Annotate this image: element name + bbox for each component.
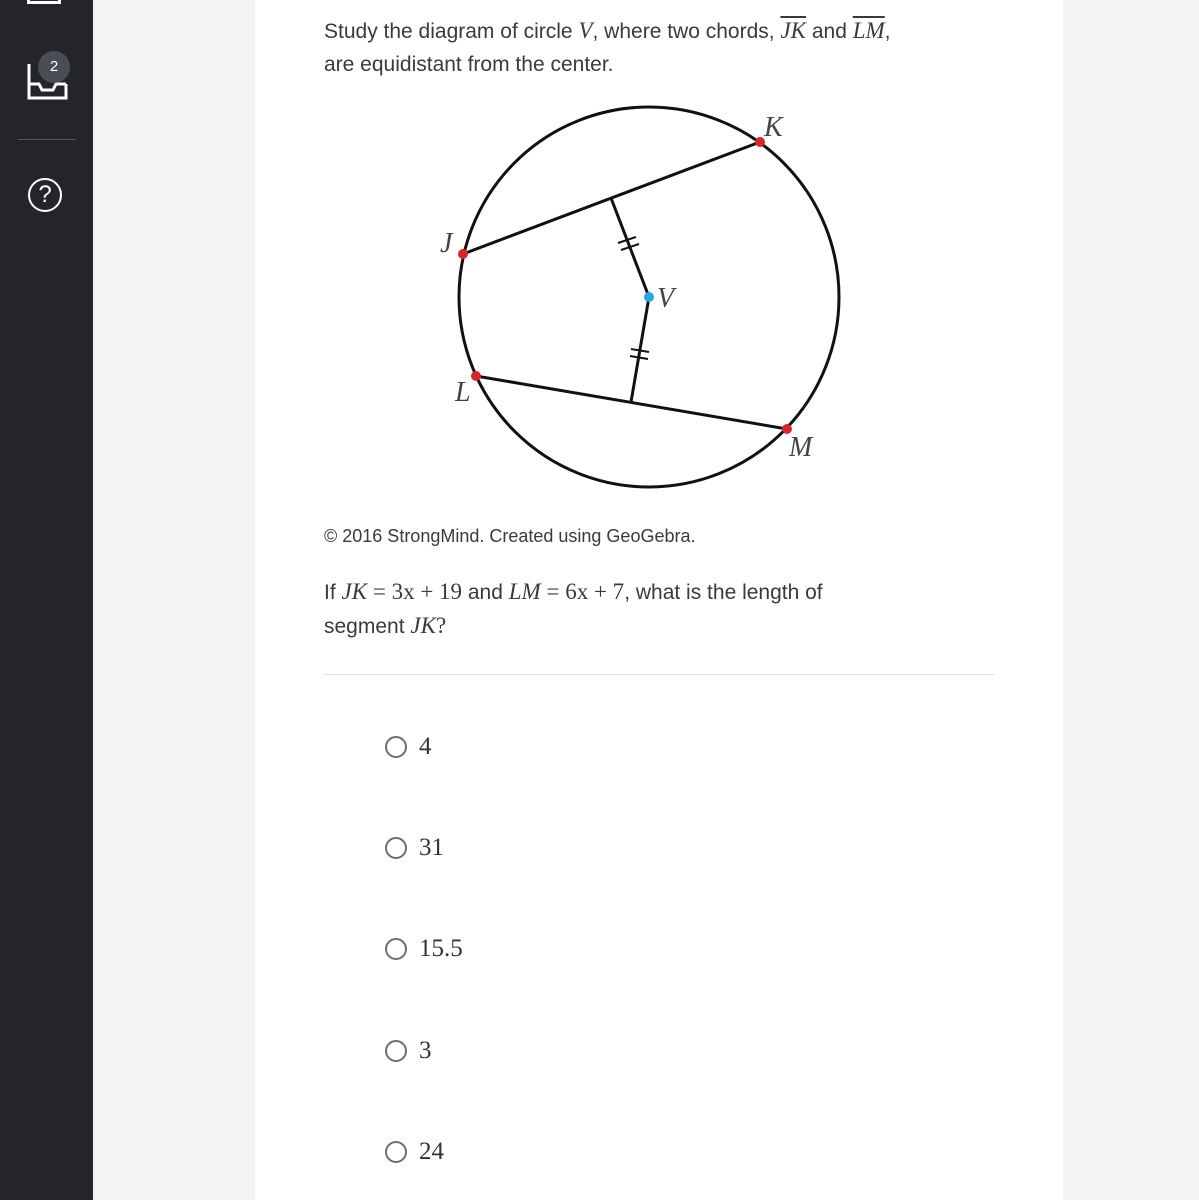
answer-choice-2[interactable] — [385, 834, 444, 862]
question-intro-2: , where two chords, — [592, 20, 781, 43]
choice-label: 24 — [419, 1138, 444, 1165]
prompt-text-2: and — [462, 581, 509, 604]
label-l: L — [455, 377, 471, 408]
label-m: M — [789, 432, 813, 463]
question-prompt — [324, 575, 964, 643]
radio-button[interactable] — [385, 736, 407, 758]
label-j: J — [440, 228, 453, 259]
question-text — [324, 14, 1004, 81]
choice-label: 31 — [419, 834, 444, 861]
center-label: V — [578, 18, 593, 43]
answer-choice-5[interactable] — [385, 1138, 444, 1166]
notification-badge: 2 — [38, 51, 70, 83]
radio-button[interactable] — [385, 1040, 407, 1062]
answer-choice-1[interactable] — [385, 733, 432, 761]
prompt-question-mark: ? — [435, 613, 447, 638]
point-v — [644, 292, 654, 302]
question-intro-1: Study the diagram of circle — [324, 20, 579, 43]
eq1-rhs: 3x + 19 — [391, 579, 463, 604]
top-menu-icon[interactable] — [27, 0, 61, 4]
label-v: V — [657, 283, 675, 314]
point-j — [458, 249, 468, 259]
prompt-text-1: If — [324, 581, 342, 604]
chord-lm-line — [476, 376, 787, 429]
eq2-op: = — [540, 579, 566, 604]
eq1-op: = — [367, 579, 392, 604]
circle-diagram — [435, 96, 875, 506]
point-l — [471, 371, 481, 381]
question-intro-4: , — [884, 20, 891, 43]
image-credit: © 2016 StrongMind. Created using GeoGebra. — [324, 526, 696, 546]
eq2-lhs: LM — [508, 579, 541, 604]
divider — [324, 674, 995, 675]
question-intro-3: and — [806, 20, 853, 43]
target-segment: JK — [410, 613, 436, 638]
answer-choice-4[interactable] — [385, 1037, 432, 1065]
answer-choice-3[interactable] — [385, 935, 463, 963]
question-intro-5: are equidistant from the center. — [324, 53, 614, 76]
chord-jk: $\overline{JK}$ — [780, 18, 806, 43]
radio-button[interactable] — [385, 837, 407, 859]
chord-lm: $\overline{LM}$ — [852, 18, 885, 43]
question-panel — [255, 0, 1063, 1200]
choice-label: 4 — [419, 733, 432, 760]
choice-label: 3 — [419, 1037, 432, 1064]
sidebar — [0, 0, 93, 1200]
eq1-lhs: JK — [341, 579, 368, 604]
sidebar-divider — [18, 139, 76, 140]
prompt-text-3: , what is the length of — [624, 581, 823, 604]
help-icon[interactable]: ? — [28, 178, 62, 212]
prompt-text-4: segment — [324, 615, 411, 638]
eq2-rhs: 6x + 7 — [565, 579, 625, 604]
choice-label: 15.5 — [419, 935, 463, 962]
label-k: K — [764, 112, 783, 143]
radio-button[interactable] — [385, 1141, 407, 1163]
radio-button[interactable] — [385, 938, 407, 960]
